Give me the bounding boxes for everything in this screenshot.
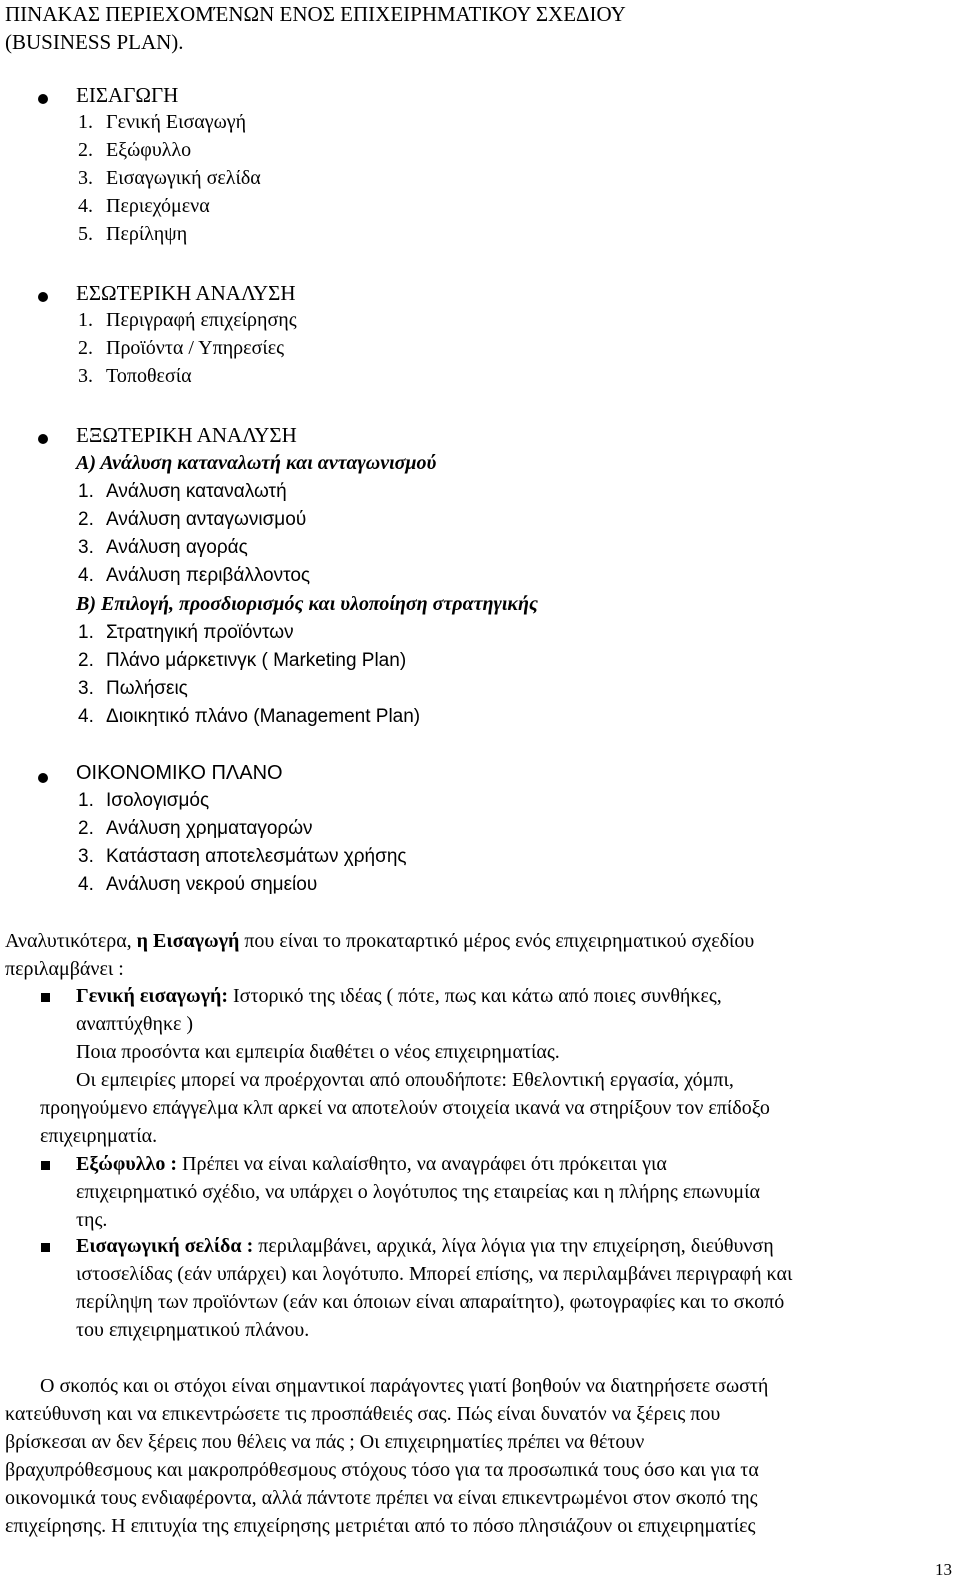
toc-item: 3. Πωλήσεις [78, 678, 188, 699]
bullet-icon [38, 773, 48, 783]
page-number: 13 [935, 1560, 952, 1579]
bullet-icon [38, 292, 48, 302]
intro-page-line: ιστοσελίδας (εάν υπάρχει) και λογότυπο. Μπορεί επίσης, να περιλαμβάνει περιγραφή και [76, 1263, 793, 1285]
intro-paragraph-line: Αναλυτικότερα, η Εισαγωγή που είναι το προκαταρτικό μέρος ενός επιχειρηματικού σχεδίου [5, 930, 755, 952]
toc-item: 4. Περιεχόμενα [78, 195, 210, 217]
square-bullet-icon [41, 993, 50, 1002]
square-bullet-icon [41, 1161, 50, 1170]
goals-paragraph-line: Ο σκοπός και οι στόχοι είναι σημαντικοί παράγοντες γιατί βοηθούν να διατηρήσετε σωστή [40, 1375, 769, 1397]
title-line-1: ΠΙΝΑΚΑΣ ΠΕΡΙΕΧΟΜΈΝΩΝ ΕΝΟΣ ΕΠΙΧΕΙΡΗΜΑΤΙΚΟΥ ΣΧΕΔΙΟΥ [5, 2, 626, 26]
subsection-title: Β) Επιλογή, προσδιορισμός και υλοποίηση στρατηγικής [76, 593, 538, 615]
intro-page-line: Εισαγωγική σελίδα : περιλαμβάνει, αρχικά, λίγα λόγια για την επιχείρηση, διεύθυνση [76, 1235, 774, 1257]
toc-item: 1. Γενική Εισαγωγή [78, 111, 247, 133]
toc-item: 2. Προϊόντα / Υπηρεσίες [78, 337, 285, 359]
intro-paragraph-line: περιλαμβάνει : [5, 958, 124, 980]
toc-item: 4. Ανάλυση περιβάλλοντος [78, 565, 311, 586]
section-title: ΕΞΩΤΕΡΙΚΗ ΑΝΑΛΥΣΗ [76, 423, 297, 447]
toc-item: 2. Εξώφυλλο [78, 139, 192, 161]
goals-paragraph-line: επιχείρησης. Η επιτυχία της επιχείρησης μετριέται από το πόσο πλησιάζουν οι επιχειρηματίες [5, 1515, 756, 1537]
general-intro-line: προηγούμενο επάγγελμα κλπ αρκεί να αποτελούν στοιχεία ικανά να στηρίξουν τον επίδοξο [40, 1097, 770, 1119]
section-title: ΕΣΩΤΕΡΙΚΗ ΑΝΑΛΥΣΗ [76, 281, 296, 305]
toc-item: 4. Διοικητικό πλάνο (Management Plan) [78, 706, 421, 727]
toc-item: 3. Κατάσταση αποτελεσμάτων χρήσης [78, 846, 407, 867]
goals-paragraph-line: βρίσκεσαι αν δεν ξέρεις που θέλεις να πάς ; Οι επιχειρηματίες πρέπει να θέτουν [5, 1431, 645, 1453]
cover-line: επιχειρηματικό σχέδιο, να υπάρχει ο λογότυπος της εταιρείας και η πλήρης επωνυμία [76, 1181, 760, 1203]
toc-item: 2. Ανάλυση χρηματαγορών [78, 818, 313, 839]
cover-line: Εξώφυλλο : Πρέπει να είναι καλαίσθητο, να αναγράφει ότι πρόκειται για [76, 1153, 667, 1175]
general-intro-line: Ποια προσόντα και εμπειρία διαθέτει ο νέος επιχειρηματίας. [76, 1041, 560, 1063]
general-intro-line: Γενική εισαγωγή: Ιστορικό της ιδέας ( πότε, πως και κάτω από ποιες συνθήκες, [76, 985, 722, 1007]
toc-item: 1. Στρατηγική προϊόντων [78, 622, 294, 643]
title-line-2: (BUSINESS PLAN). [5, 30, 184, 54]
toc-item: 5. Περίληψη [78, 223, 188, 245]
square-bullet-icon [41, 1243, 50, 1252]
intro-page-line: περίληψη των προϊόντων (εάν και όποιων είναι απαραίτητο), φωτογραφίες και το σκοπό [76, 1291, 785, 1313]
toc-item: 2. Ανάλυση ανταγωνισμού [78, 509, 307, 530]
toc-item: 1. Ισολογισμός [78, 790, 210, 811]
general-intro-line: Οι εμπειρίες μπορεί να προέρχονται από οπουδήποτε: Εθελοντική εργασία, χόμπι, [76, 1069, 734, 1091]
general-intro-line: αναπτύχθηκε ) [76, 1013, 194, 1035]
goals-paragraph-line: οικονομικά τους ενδιαφέροντα, αλλά πάντοτε πρέπει να είναι επικεντρωμένοι στον σκοπό της [5, 1487, 758, 1509]
toc-item: 1. Περιγραφή επιχείρησης [78, 309, 297, 331]
section-title: ΟΙΚΟΝΟΜΙΚΟ ΠΛΑΝΟ [76, 762, 283, 784]
toc-item: 3. Εισαγωγική σελίδα [78, 167, 261, 189]
toc-item: 1. Ανάλυση καταναλωτή [78, 481, 287, 502]
general-intro-line: επιχειρηματία. [40, 1125, 158, 1147]
toc-item: 2. Πλάνο μάρκετινγκ ( Marketing Plan) [78, 650, 407, 671]
toc-item: 4. Ανάλυση νεκρού σημείου [78, 874, 318, 895]
bullet-icon [38, 434, 48, 444]
cover-line: της. [76, 1209, 108, 1231]
goals-paragraph-line: βραχυπρόθεσμους και μακροπρόθεσμους στόχους τόσο για τα προσωπικά τους όσο και για τα [5, 1459, 759, 1481]
goals-paragraph-line: κατεύθυνση και να επικεντρώσετε τις προσπάθειές σας. Πώς είναι δυνατόν να ξέρεις που [5, 1403, 721, 1425]
bullet-icon [38, 94, 48, 104]
toc-item: 3. Ανάλυση αγοράς [78, 537, 248, 558]
subsection-title: Α) Ανάλυση καταναλωτή και ανταγωνισμού [76, 452, 437, 474]
section-title: ΕΙΣΑΓΩΓΗ [76, 83, 179, 107]
toc-item: 3. Τοποθεσία [78, 365, 192, 387]
document-title [5, 0, 626, 56]
intro-page-line: του επιχειρηματικού πλάνου. [76, 1319, 310, 1341]
